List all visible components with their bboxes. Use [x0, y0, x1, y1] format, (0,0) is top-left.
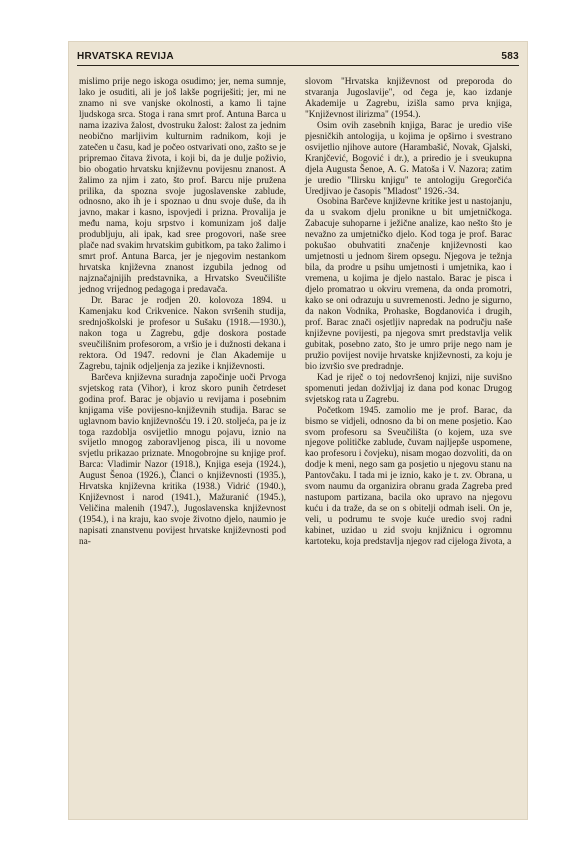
journal-title: HRVATSKA REVIJA	[77, 51, 174, 62]
page-number: 583	[501, 51, 519, 62]
paragraph: mislimo prije nego iskoga osudimo; jer, nema sumnje, lako je osuditi, ali je još lakše pogriješiti; jer, mi ne znamo ni sve vanjske okolnosti, a kamo li tajne ljudskoga srca. Stoga i rana smrt prof. Antuna Barca u nama izaziva žalost, dvostruku žalost: žalost za jednim neobično marljivim kulturnim radnikom, koji je zatečen u času, kad je počeo ostvarivati ono, zašto se je pripremao čitava života, i koji bi, da je dulje poživio, bio obogatio hrvatsku književnu povijesnu znanost. A žalimo za njim i zato, što prof. Barcu nije pružena prilika, da spozna svoje jugoslavenske zablude, odnosno, ako ih je i spoznao u dnu svoje duše, da ih javno, makar i kasno, ispovjedi i prizna. Provalija je među nama, koju srpstvo i komunizam još dalje produbljuju, ali ipak, kad sree progovori, naše sree plače nad svakim hrvatskim gubitkom, pa tako žalimo i smrt prof. Antuna Barca, jer je njegovim nestankom hrvatska književna znanost izgubila jednog od najznačajnijih predstavnika, a Hrvatsko Sveučilište jednog vrijednog pedagoga i predavača.	[79, 77, 286, 296]
right-column	[305, 77, 512, 548]
paragraph: Osim ovih zasebnih knjiga, Barac je uredio više pjesničkih antologija, u kojima je opširno i svestrano osvijetlio njihove autore (Harambašić, Novak, Gjalski, Kranjčević, Bogović i dr.), a priredio je i sveukupna djela Augusta Šenoe, A. G. Matoša i V. Nazora; zatim je uredio "Ilirsku knjigu" te antologiju Gregorčića Uredjivao je časopis "Mladost" 1926.-34.	[305, 120, 512, 197]
paragraph: Osobina Barčeve književne kritike jest u nastojanju, da u svakom djelu pronikne u bit umjetničkoga. Zabacuje suhoparne i ježične analize, kao nešto što je nevažno za umjetničko djelo. Kod toga je prof. Barac pokušao obuhvatiti značenje književnosti kao umjetnosti u jednom širem opsegu. Njegova je težnja bila, da prodre u psihu umjetnosti i umjetnika, kao i vremena, u kojima je djelo nastalo. Barac je pisca i djelo promatrao u okviru vremena, da onda promotri, kako se oni odrazuju u suvremenosti. Jedno je sigurno, da nakon Vodnika, Prohaske, Bogdanovića i drugih, prof. Barac znači osjetljiv napredak na području naše književne povijesti, pa njegova smrt predstavlja velik gubitak, posebno zato, što je umro prije nego nam je pružio povijest novije hrvatske književnosti, za koju je bio izvršio sve predradnje.	[305, 197, 512, 372]
paragraph: Početkom 1945. zamolio me je prof. Barac, da bismo se vidjeli, odnosno da bi on mene posjetio. Kao svom profesoru sa Sveučilišta (o kojem, uza sve njegove političke zablude, čuvam najljepše uspomene, kao profesoru i čovjeku), nisam mogao dozvoliti, da on dodje k meni, nego sam ga posjetio u njegovu stanu na Pantovčaku. I tada mi je iznio, kako je t. zv. Obrana, u svom naumu da organizira obranu grada Zagreba pred nastupom partizana, bacila oko upravo na njegovu kuću i da traže, da se on s obitelji odmah iseli. On je, veli, u podrumu te svoje kuće uredio svoj radni kabinet, uzidao u zid svoju knjižnicu i ogromnu kartoteku, koja predstavlja njegov rad cijeloga života, a	[305, 405, 512, 548]
left-column	[79, 77, 286, 548]
paragraph: slovom "Hrvatska književnost od preporoda do stvaranja Jugoslavije", od čega je, kao izdanje Akademije u Zagrebu, izišla samo prva knjiga, "Književnost ilirizma" (1954.).	[305, 77, 512, 120]
paragraph: Kad je riječ o toj nedovršenoj knjizi, nije suvišno spomenuti jedan doživljaj iz dana pod konac Drugog svjetskog rata u Zagrebu.	[305, 372, 512, 405]
paragraph: Dr. Barac je rodjen 20. kolovoza 1894. u Kamenjaku kod Crikvenice. Nakon svršenih studija, srednjoškolski je profesor u Sušaku (1918.—1930.), nakon toga u Zagrebu, gdje doskora postade sveučilišnim profesorom, a vršio je i dužnosti dekana i rektora. Od 1947. redovni je član Akademije u Zagrebu, tajnik odjeljenja za jezike i književnosti.	[79, 296, 286, 372]
paragraph: Barčeva književna suradnja započinje uoči Prvoga svjetskog rata (Vihor), i kroz skoro punih četrdeset godina prof. Barac je objavio u revijama i posebnim knjigama više povijesno-književnih studija. Barac se uglavnom bavio književnošću 19. i 20. stoljeća, pa je iz toga razdoblja osvijetlio mnogu pojavu, iznio na svijetlo mnogog zaboravljenog pisca, ili u novome svjetlu prikazao priznate. Mnogobrojne su knjige prof. Barca: Vladimir Nazor (1918.), Knjiga eseja (1924.), August Šenoa (1926.), Članci o književnosti (1935.), Hrvatska književna kritika (1938.) Vidrić (1940.), Književnost i narod (1941.), Mažuranić (1945.), Veličina malenih (1947.), Jugoslavenska književnost (1954.), i na kraju, kao svoje životno djelo, naumio je napisati znanstvenu povijest hrvatske književnosti pod na-	[79, 372, 286, 548]
page-header	[77, 48, 519, 62]
journal-page	[69, 42, 527, 819]
header-rule	[77, 65, 519, 66]
